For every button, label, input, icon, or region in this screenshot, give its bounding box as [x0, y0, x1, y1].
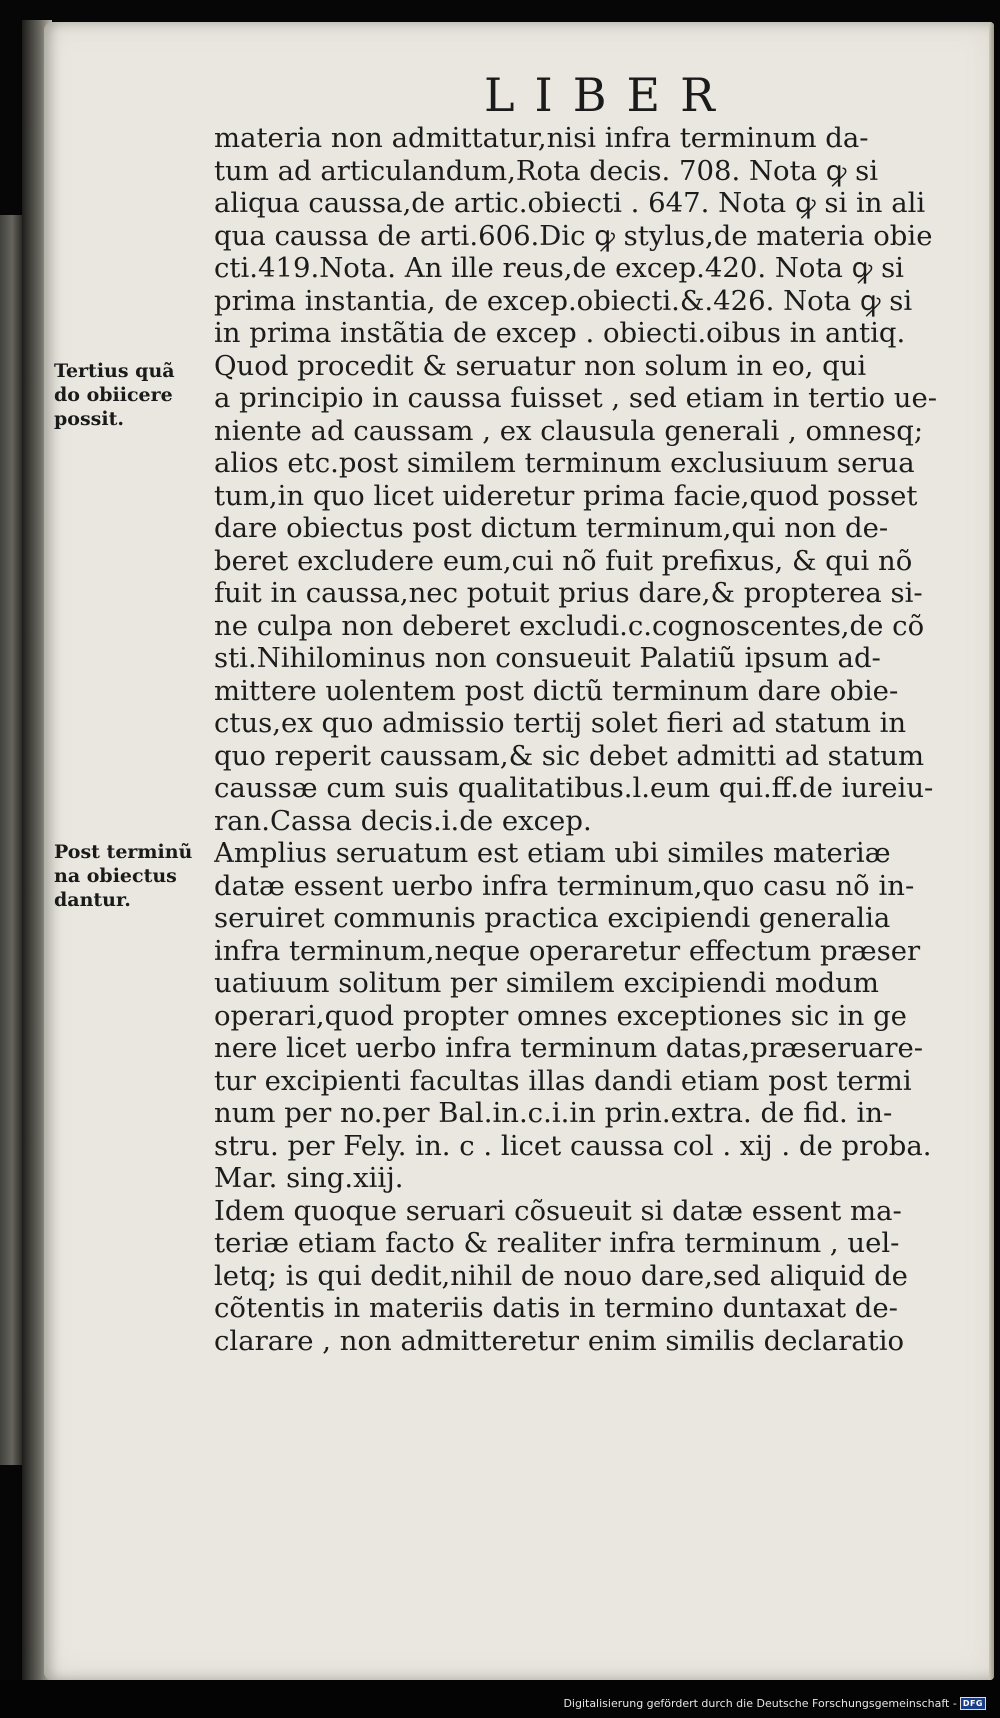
text-line: operari,quod propter omnes exceptiones sic in ge: [214, 999, 907, 1032]
text-line: materia non admittatur,nisi infra terminum da-: [214, 122, 869, 154]
text-line: a principio in caussa fuisset , sed etiam in tertio ue-: [214, 382, 938, 414]
text-line: qua caussa de arti.606.Dic ꝙ stylus,de materia obie: [214, 219, 933, 252]
text-line: clarare , non admitteretur enim similis declaratio: [214, 1324, 905, 1357]
margin-note-line: possit.: [54, 408, 124, 430]
text-line: sti.Nihilominus non consueuit Palatiũ ipsum ad-: [214, 642, 881, 674]
margin-note-line: Tertius quã: [54, 360, 175, 382]
text-line: Idem quoque seruari cõsueuit si datæ essent ma-: [214, 1194, 902, 1227]
text-line: cõtentis in materiis datis in termino duntaxat de-: [214, 1292, 898, 1324]
text-line: aliqua caussa,de artic.obiecti . 647. Nota ꝙ si in ali: [214, 187, 926, 219]
margin-note-line: Post terminũ: [54, 841, 193, 863]
text-line: datæ essent uerbo infra terminum,quo casu nõ in-: [214, 869, 915, 902]
text-line: prima instantia, de excep.obiecti.&.426. Nota ꝙ si: [214, 284, 913, 317]
text-line: infra terminum,neque operaretur effectum præser: [214, 934, 921, 967]
credit-text: Digitalisierung gefördert durch die Deutsche Forschungsgemeinschaft -: [563, 1697, 957, 1710]
text-line: niente ad caussam , ex clausula generali , omnesq;: [214, 414, 924, 447]
text-line: Quod procedit & seruatur non solum in eo, qui: [214, 349, 867, 382]
text-line: tum,in quo licet uideretur prima facie,quod posset: [214, 479, 918, 512]
text-line: quo reperit caussam,& sic debet admitti ad statum: [214, 739, 925, 772]
text-line: tur excipienti facultas illas dandi etiam post termi: [214, 1064, 912, 1097]
text-line: ne culpa non deberet excludi.c.cognoscentes,de cõ: [214, 609, 925, 642]
text-line: num per no.per Bal.in.c.i.in prin.extra. de fid. in-: [214, 1097, 893, 1129]
dfg-logo-icon: DFG: [960, 1697, 986, 1710]
text-line: ran.Cassa decis.i.de excep.: [214, 804, 592, 837]
text-line: caussæ cum suis qualitatibus.l.eum qui.ff.de iureiu-: [214, 772, 934, 804]
text-line: cti.419.Nota. An ille reus,de excep.420. Nota ꝙ si: [214, 252, 904, 284]
text-line: stru. per Fely. in. c . licet caussa col . xij . de proba.: [214, 1129, 932, 1162]
text-line: teriæ etiam facto & realiter infra terminum , uel-: [214, 1227, 900, 1259]
text-line: seruiret communis practica excipiendi generalia: [214, 902, 891, 934]
text-line: beret excludere eum,cui nõ fuit prefixus, & qui nõ: [214, 544, 913, 577]
text-line: letq; is qui dedit,nihil de nouo dare,sed aliquid de: [214, 1259, 908, 1292]
running-head: LIBER: [484, 68, 735, 122]
text-line: dare obiectus post dictum terminum,qui non de-: [214, 512, 889, 544]
text-line: in prima instãtia de excep . obiecti.oibus in antiq.: [214, 317, 906, 349]
text-line: mittere uolentem post dictũ terminum dare obie-: [214, 674, 899, 707]
page-edge: [989, 22, 994, 1680]
text-line: alios etc.post similem terminum exclusiuum serua: [214, 447, 915, 479]
text-line: Amplius seruatum est etiam ubi similes materiæ: [214, 837, 891, 869]
body-text: [214, 122, 969, 1357]
text-line: Mar. sing.xiij.: [214, 1162, 404, 1194]
text-line: fuit in caussa,nec potuit prius dare,& propterea si-: [214, 577, 923, 609]
margin-note-line: na obiectus: [54, 865, 177, 887]
facing-page-edge: [0, 215, 22, 1465]
text-line: nere licet uerbo infra terminum datas,præseruare-: [214, 1032, 924, 1064]
margin-note-post-terminum: [54, 840, 196, 912]
margin-note-line: do obiicere: [54, 384, 173, 406]
margin-note-line: dantur.: [54, 889, 131, 911]
digitization-credit: [563, 1697, 986, 1710]
footer-bar: [0, 1680, 1000, 1718]
book-page: [44, 22, 994, 1680]
text-line: tum ad articulandum,Rota decis. 708. Nota ꝙ si: [214, 154, 879, 187]
text-line: ctus,ex quo admissio tertij solet fieri ad statum in: [214, 707, 907, 739]
margin-note-tertius: [54, 359, 196, 431]
text-line: uatiuum solitum per similem excipiendi modum: [214, 967, 879, 999]
